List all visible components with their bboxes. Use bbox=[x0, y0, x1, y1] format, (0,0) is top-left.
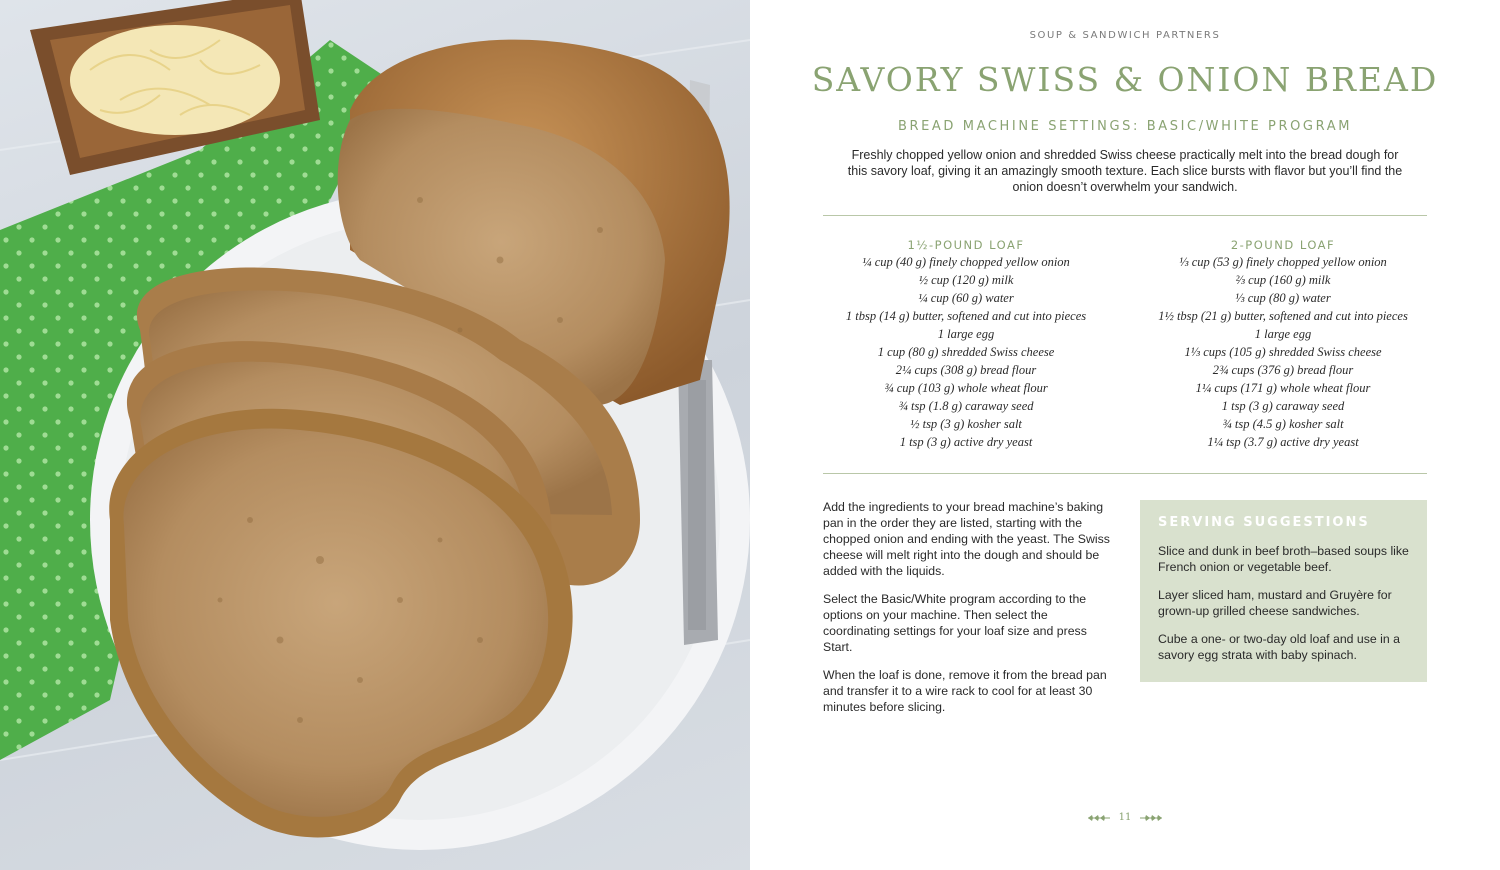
loaf-column-1-5-pound bbox=[816, 238, 1116, 451]
ingredient: 1 cup (80 g) shredded Swiss cheese bbox=[877, 345, 1055, 359]
instruction-step: Select the Basic/White program according to the options on your machine. Then select the coordinating settings for your loaf size and press Start. bbox=[823, 592, 1087, 654]
wheat-ornament-icon bbox=[1140, 813, 1162, 823]
ingredient: 1 large egg bbox=[937, 327, 995, 341]
page-folio bbox=[750, 812, 1500, 823]
serving-suggestion: Layer sliced ham, mustard and Gruyère for grown-up grilled cheese sandwiches. bbox=[1158, 588, 1392, 618]
loaf-heading: 2-POUND LOAF bbox=[1230, 238, 1336, 252]
machine-settings: BREAD MACHINE SETTINGS: BASIC/WHITE PROGRAM bbox=[897, 119, 1353, 134]
recipe-page bbox=[750, 0, 1500, 870]
serving-suggestion: Slice and dunk in beef broth–based soups like French onion or vegetable beef. bbox=[1158, 544, 1409, 574]
instruction-step: When the loaf is done, remove it from the bread pan and transfer it to a wire rack to cool for at least 30 minutes before slicing. bbox=[823, 668, 1107, 714]
ingredient: ⅓ cup (80 g) water bbox=[1235, 291, 1331, 305]
ingredient: 2¾ cups (376 g) bread flour bbox=[1212, 363, 1354, 377]
ingredient: ⅔ cup (160 g) milk bbox=[1235, 273, 1331, 287]
ingredient: ¾ tsp (4.5 g) kosher salt bbox=[1222, 417, 1344, 431]
instruction-step: Add the ingredients to your bread machine’s baking pan in the order they are listed, starting with the chopped onion and ending with the yeast. The Swiss cheese will melt right into the dough and should be added with the liquids. bbox=[823, 500, 1110, 578]
ingredient: ¾ tsp (1.8 g) caraway seed bbox=[898, 399, 1034, 413]
instructions bbox=[823, 499, 1115, 727]
page-number: 11 bbox=[1118, 812, 1132, 823]
wheat-ornament-icon bbox=[1088, 813, 1110, 823]
ingredient: 1 tsp (3 g) active dry yeast bbox=[899, 435, 1033, 449]
loaf-heading: 1½-POUND LOAF bbox=[907, 238, 1025, 252]
ingredient: 1½ tbsp (21 g) butter, softened and cut into pieces bbox=[1158, 309, 1408, 323]
ingredient: ½ cup (120 g) milk bbox=[918, 273, 1014, 287]
ingredient: ⅓ cup (53 g) finely chopped yellow onion bbox=[1179, 255, 1387, 269]
divider-top bbox=[823, 215, 1427, 216]
serving-suggestion: Cube a one- or two-day old loaf and use in a savory egg strata with baby spinach. bbox=[1158, 632, 1400, 662]
ingredient: 1¼ cups (171 g) whole wheat flour bbox=[1195, 381, 1371, 395]
ingredient: ¼ cup (60 g) water bbox=[918, 291, 1014, 305]
ingredient: 1¼ tsp (3.7 g) active dry yeast bbox=[1207, 435, 1359, 449]
loaf-column-2-pound bbox=[1133, 238, 1433, 451]
ingredient: ¾ cup (103 g) whole wheat flour bbox=[884, 381, 1048, 395]
recipe-title: SAVORY SWISS & ONION BREAD bbox=[811, 60, 1439, 99]
divider-bottom bbox=[823, 473, 1427, 474]
ingredient: ½ tsp (3 g) kosher salt bbox=[910, 417, 1022, 431]
ingredient: ¼ cup (40 g) finely chopped yellow onion bbox=[862, 255, 1070, 269]
serving-suggestions-box bbox=[1140, 500, 1427, 682]
recipe-intro: Freshly chopped yellow onion and shredded Swiss cheese practically melt into the bread dough for this savory loaf, giving it an amazingly smooth texture. Each slice bursts with flavor but you’ll find the onion doesn’t overwhelm your sandwich. bbox=[847, 148, 1403, 194]
ingredient: 1 large egg bbox=[1254, 327, 1312, 341]
serving-suggestions-heading: SERVING SUGGESTIONS bbox=[1158, 515, 1370, 530]
running-head: SOUP & SANDWICH PARTNERS bbox=[1029, 30, 1221, 41]
ingredient: 2¼ cups (308 g) bread flour bbox=[895, 363, 1037, 377]
ingredient: 1⅓ cups (105 g) shredded Swiss cheese bbox=[1184, 345, 1382, 359]
ingredient: 1 tsp (3 g) caraway seed bbox=[1221, 399, 1345, 413]
ingredient: 1 tbsp (14 g) butter, softened and cut into pieces bbox=[845, 309, 1087, 323]
